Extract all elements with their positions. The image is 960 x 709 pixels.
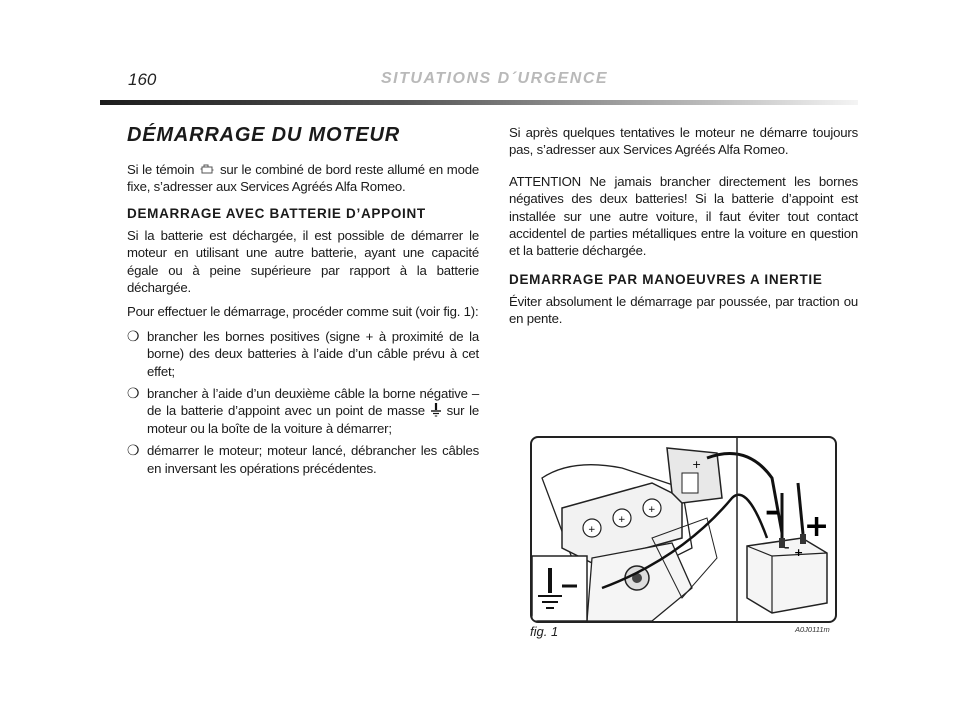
- subheading-inertia: DEMARRAGE PAR MANOEUVRES A INERTIE: [509, 271, 823, 287]
- bullet-icon: ❍: [127, 385, 140, 402]
- paragraph-battery-discharged: Si la batterie est déchargée, il est possible de démarrer le moteur en utilisant une autre batterie, ayant une capacité égale ou à peine supérieure par rapport à la batterie déchargée.: [127, 227, 479, 296]
- svg-text:+: +: [648, 505, 656, 515]
- step-text: démarrer le moteur; moteur lancé, débrancher les câbles en inversant les opérations précédentes.: [147, 443, 479, 476]
- svg-text:+: +: [618, 515, 626, 525]
- running-title: SITUATIONS D´URGENCE: [381, 70, 609, 87]
- figure-plus-label: +: [804, 509, 830, 544]
- paragraph-service: Si après quelques tentatives le moteur ne démarre toujours pas, s’adresser aux Services Agréés Alfa Romeo.: [509, 125, 858, 158]
- battery-small-plus: +: [794, 546, 804, 559]
- paragraph-procedure: Pour effectuer le démarrage, procéder comme suit (voir fig. 1):: [127, 304, 479, 320]
- intro-after-icon: sur le combiné de bord reste allumé en mode fixe, s’adresser aux Services Agréés Alfa Romeo.: [127, 162, 479, 195]
- steps-list: [127, 328, 479, 477]
- figure-caption: fig. 1: [530, 624, 559, 639]
- figure-battery-illustration: [530, 436, 837, 623]
- battery-small-minus: –: [784, 541, 790, 554]
- figure-code: A0J0111m: [795, 625, 830, 634]
- subheading-booster: DEMARRAGE AVEC BATTERIE D’APPOINT: [127, 205, 426, 221]
- svg-text:+: +: [588, 525, 596, 535]
- page-number: 160: [128, 70, 157, 89]
- step-item: [127, 385, 479, 437]
- step-text-after-icon: sur le moteur ou la boîte de la voiture à démarrer;: [147, 403, 479, 436]
- step-item: [127, 442, 479, 477]
- engine-warning-icon: [200, 163, 214, 176]
- ground-icon: [430, 403, 442, 417]
- intro-paragraph: [127, 161, 479, 196]
- left-column: [127, 124, 479, 482]
- figure-minus-label: –: [765, 494, 780, 529]
- step-text: brancher les bornes positives (signe + à proximité de la borne) des deux batteries à l’aide d’un câble prévu à cet effet;: [147, 328, 479, 379]
- paragraph-inertia: Éviter absolument le démarrage par poussée, par traction ou en pente.: [509, 293, 858, 327]
- intro-before-icon: Si le témoin: [127, 162, 195, 177]
- bullet-icon: ❍: [127, 327, 140, 344]
- step-text-before-icon: brancher à l’aide d’un deuxième câble la borne négative – de la batterie d’appoint avec un point de masse: [147, 386, 479, 419]
- section-title: DÉMARRAGE DU MOTEUR: [127, 124, 400, 146]
- attention-paragraph: ATTENTION Ne jamais brancher directement les bornes négatives des deux batteries! Si la batterie d’appoint est installée sur une autre voiture, il faut éviter tout contact accidentel de parties métalliques entre la voiture en question et la batterie déchargée.: [509, 173, 858, 259]
- header-rule: [100, 100, 858, 105]
- battery-illustration: [532, 438, 835, 621]
- step-item: [127, 328, 479, 380]
- svg-text:+: +: [692, 458, 702, 471]
- right-column: [509, 124, 858, 335]
- bullet-icon: ❍: [127, 442, 140, 459]
